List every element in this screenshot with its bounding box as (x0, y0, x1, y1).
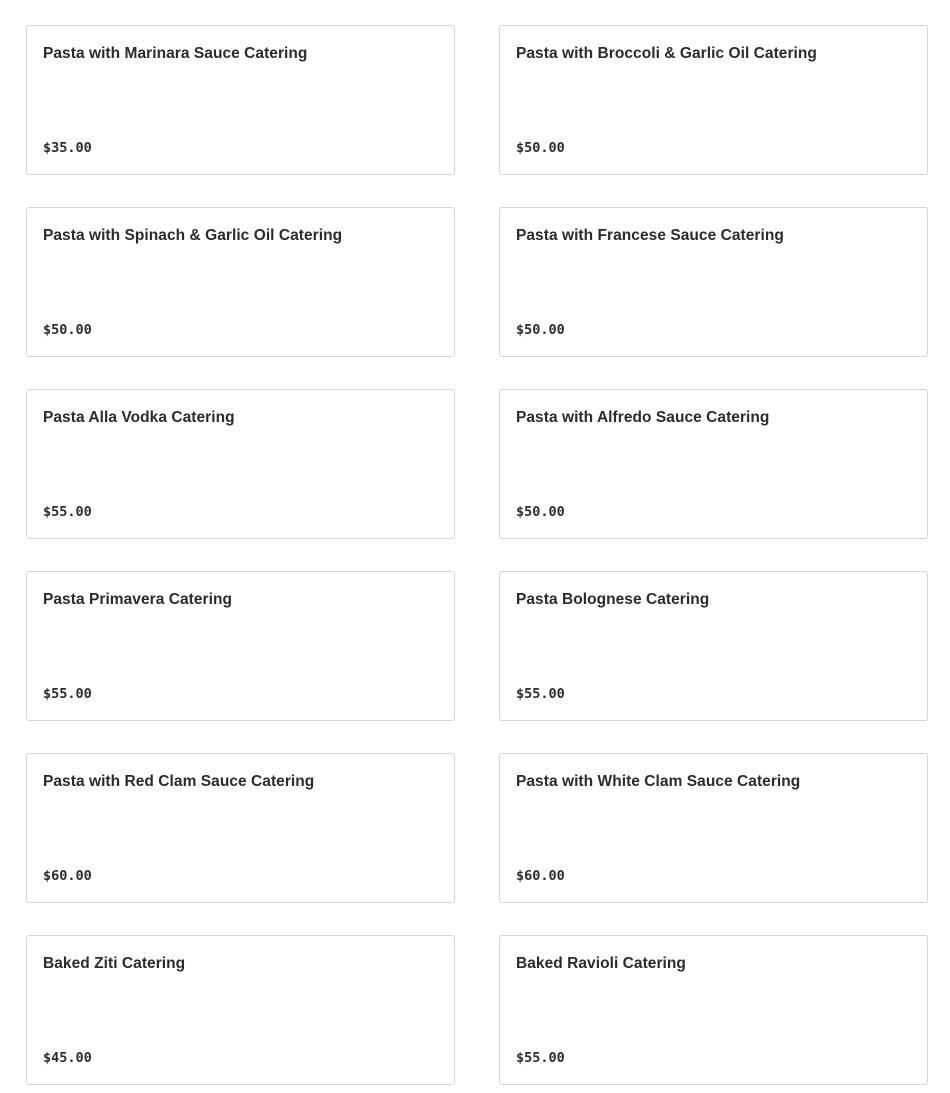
menu-item-price: $55.00 (516, 686, 565, 702)
menu-item-name: Pasta Alla Vodka Catering (43, 409, 235, 426)
menu-item-card[interactable] (26, 935, 455, 1085)
menu-item-price: $50.00 (516, 322, 565, 338)
menu-item-grid (26, 25, 928, 1085)
menu-item-card[interactable] (499, 25, 928, 175)
menu-item-card[interactable] (26, 571, 455, 721)
menu-item-card[interactable] (499, 753, 928, 903)
menu-item-price: $45.00 (43, 1050, 92, 1066)
menu-item-price: $55.00 (43, 686, 92, 702)
menu-item-name: Pasta with Broccoli & Garlic Oil Catering (516, 45, 817, 62)
menu-item-name: Baked Ravioli Catering (516, 955, 686, 972)
menu-item-price: $50.00 (43, 322, 92, 338)
menu-item-name: Pasta with Red Clam Sauce Catering (43, 773, 315, 790)
menu-item-price: $60.00 (516, 868, 565, 884)
menu-item-card[interactable] (26, 207, 455, 357)
menu-item-price: $35.00 (43, 140, 92, 156)
menu-item-name: Baked Ziti Catering (43, 955, 186, 972)
menu-item-card[interactable] (499, 389, 928, 539)
menu-item-card[interactable] (26, 753, 455, 903)
menu-item-card[interactable] (499, 935, 928, 1085)
menu-item-price: $50.00 (516, 504, 565, 520)
menu-item-price: $55.00 (516, 1050, 565, 1066)
menu-item-card[interactable] (499, 571, 928, 721)
menu-item-card[interactable] (26, 389, 455, 539)
menu-item-name: Pasta with Francese Sauce Catering (516, 227, 784, 244)
menu-item-price: $60.00 (43, 868, 92, 884)
menu-item-name: Pasta Bolognese Catering (516, 591, 710, 608)
menu-item-name: Pasta with White Clam Sauce Catering (516, 773, 801, 790)
menu-item-name: Pasta with Spinach & Garlic Oil Catering (43, 227, 343, 244)
menu-item-price: $50.00 (516, 140, 565, 156)
menu-item-price: $55.00 (43, 504, 92, 520)
menu-item-name: Pasta with Alfredo Sauce Catering (516, 409, 770, 426)
menu-item-name: Pasta with Marinara Sauce Catering (43, 45, 308, 62)
menu-item-name: Pasta Primavera Catering (43, 591, 233, 608)
menu-item-card[interactable] (499, 207, 928, 357)
menu-item-card[interactable] (26, 25, 455, 175)
